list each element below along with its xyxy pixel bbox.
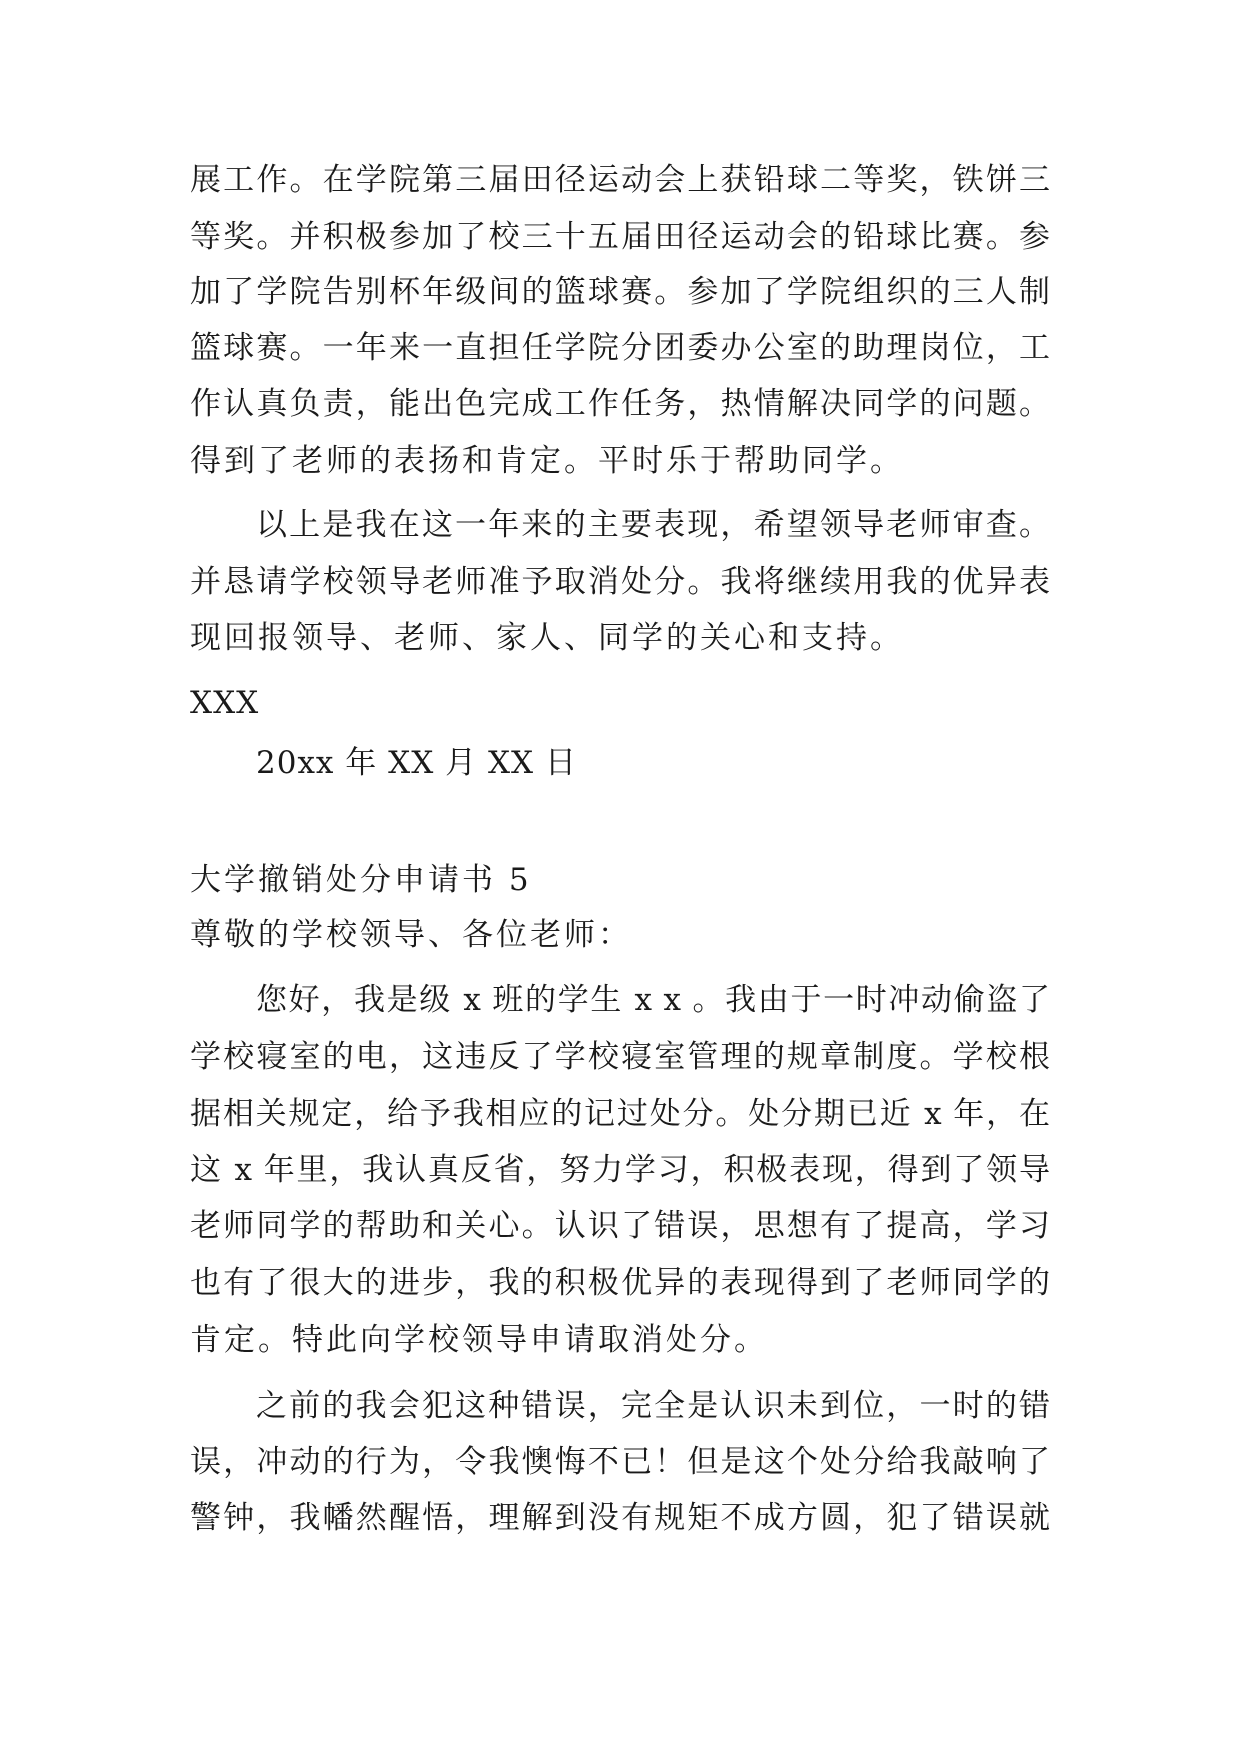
signature: XXX — [190, 685, 260, 721]
paragraph-line: 并恳请学校领导老师准予取消处分。我将继续用我的优异表 — [190, 564, 1050, 600]
paragraph-line: 据相关规定，给予我相应的记过处分。处分期已近 x 年，在 — [190, 1096, 1050, 1132]
paragraph-line: 肯定。特此向学校领导申请取消处分。 — [190, 1322, 768, 1358]
paragraph-line: 学校寝室的电，这违反了学校寝室管理的规章制度。学校根 — [190, 1039, 1050, 1075]
paragraph-line: 等奖。并积极参加了校三十五届田径运动会的铅球比赛。参 — [190, 219, 1050, 255]
paragraph-line: 篮球赛。一年来一直担任学院分团委办公室的助理岗位，工 — [190, 330, 1050, 366]
paragraph-line: 展工作。在学院第三届田径运动会上获铅球二等奖，铁饼三 — [190, 162, 1050, 198]
date: 20xx 年 XX 月 XX 日 — [256, 745, 577, 781]
paragraph-line: 现回报领导、老师、家人、同学的关心和支持。 — [190, 620, 904, 656]
salutation: 尊敬的学校领导、各位老师： — [190, 917, 632, 953]
paragraph-line: 也有了很大的进步，我的积极优异的表现得到了老师同学的 — [190, 1265, 1050, 1301]
paragraph-line: 这 x 年里，我认真反省，努力学习，积极表现，得到了领导 — [190, 1152, 1050, 1188]
section-title: 大学撤销处分申请书 5 — [190, 862, 532, 898]
paragraph-line: 警钟，我幡然醒悟，理解到没有规矩不成方圆，犯了错误就 — [190, 1500, 1050, 1536]
paragraph-line: 加了学院告别杯年级间的篮球赛。参加了学院组织的三人制 — [190, 274, 1050, 310]
paragraph-line: 以上是我在这一年来的主要表现，希望领导老师审查。 — [256, 507, 1050, 543]
paragraph-line: 之前的我会犯这种错误，完全是认识未到位，一时的错 — [256, 1388, 1050, 1424]
paragraph-line: 您好，我是级 x 班的学生 x x 。我由于一时冲动偷盗了 — [256, 982, 1050, 1018]
paragraph-line: 得到了老师的表扬和肯定。平时乐于帮助同学。 — [190, 443, 904, 479]
paragraph-line: 老师同学的帮助和关心。认识了错误，思想有了提高，学习 — [190, 1208, 1050, 1244]
paragraph-line: 作认真负责，能出色完成工作任务，热情解决同学的问题。 — [190, 386, 1050, 422]
paragraph-line: 误，冲动的行为，令我懊悔不已！但是这个处分给我敲响了 — [190, 1444, 1050, 1480]
